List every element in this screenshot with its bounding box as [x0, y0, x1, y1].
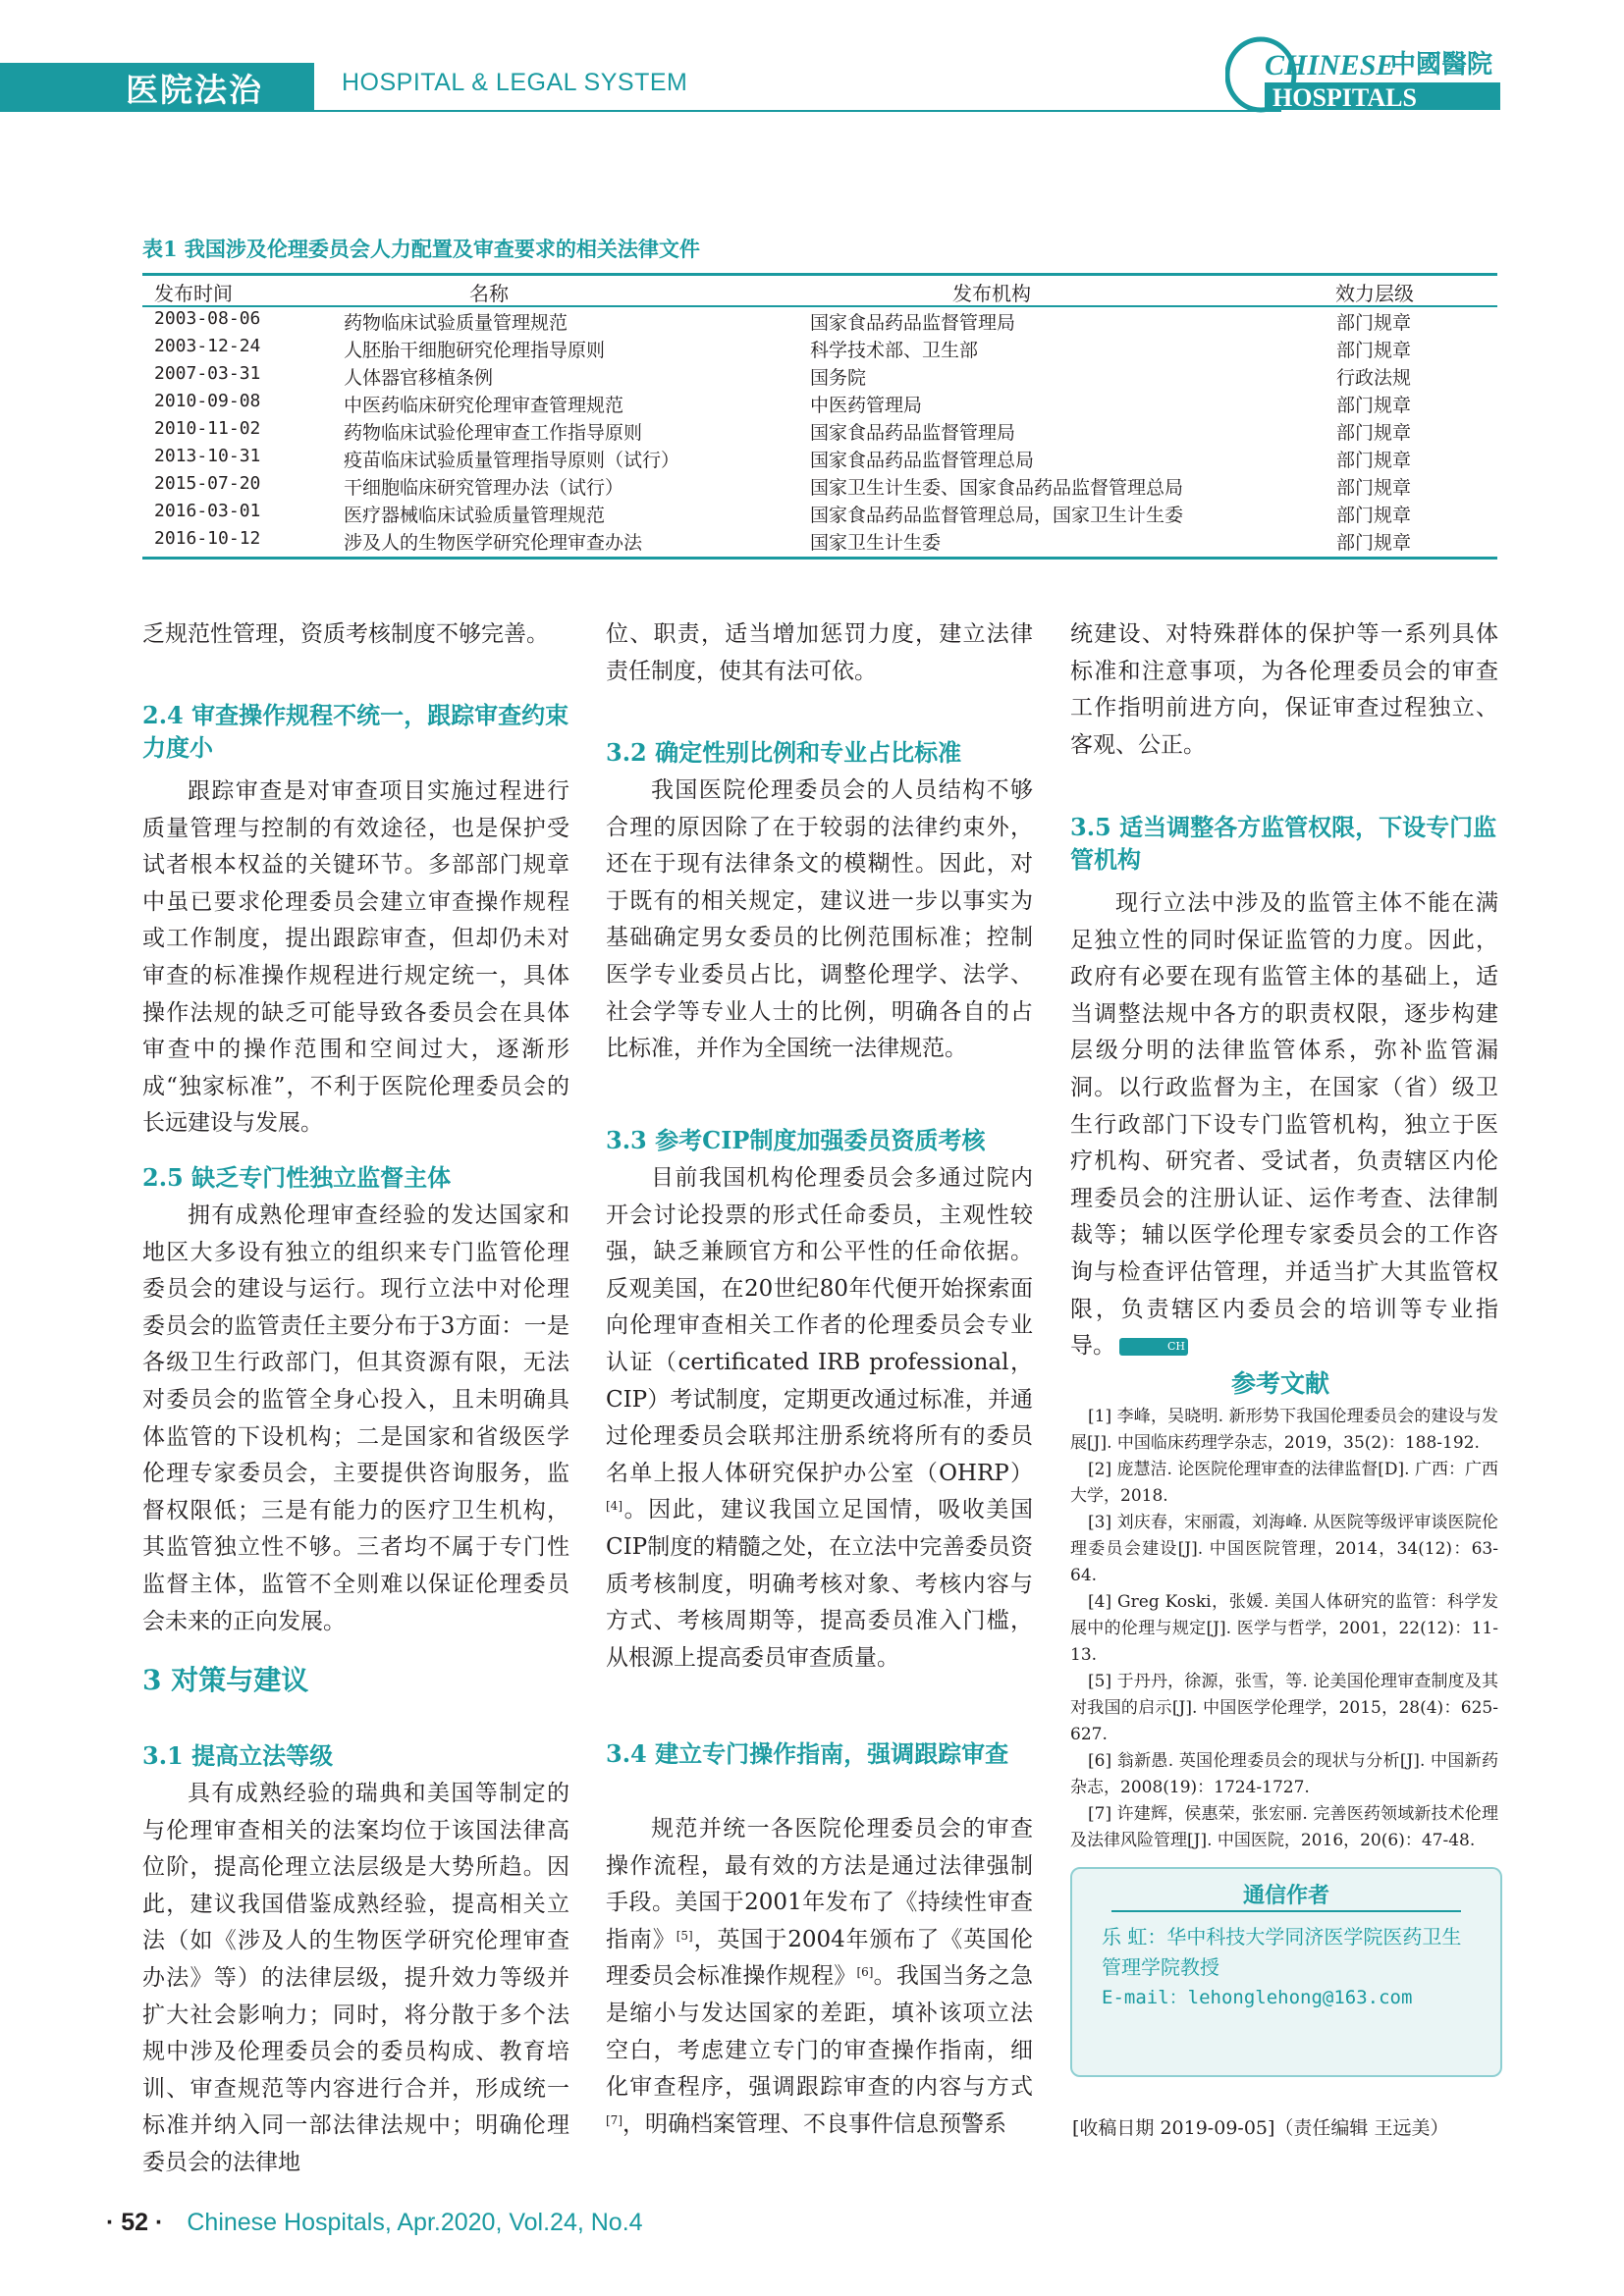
cell-name: 中医药临床研究伦理审查管理规范 [344, 395, 624, 416]
cell-date: 2007-03-31 [154, 363, 261, 384]
table-title: 表1 我国涉及伦理委员会人力配置及审查要求的相关法律文件 [142, 237, 700, 261]
col3-continuation: 统建设、对特殊群体的保护等一系列具体标准和注意事项，为各伦理委员会的审查工作指明前进方向，保证审查过程独立、客观、公正。 [1070, 621, 1498, 758]
table-row [142, 308, 1497, 336]
references-title: 参考文献 [1231, 1369, 1330, 1398]
journal-citation: Chinese Hospitals, Apr.2020, Vol.24, No.4 [187, 2209, 643, 2236]
logo-hospitals: HOSPITALS [1272, 83, 1417, 112]
cell-name: 人胚胎干细胞研究伦理指导原则 [344, 340, 606, 361]
table-row [142, 501, 1497, 528]
reference-item: [7] 许建辉，侯惠荣，张宏丽. 完善医药领域新技术伦理及法律风险管理[J]. 中国医院，2016，20(6)：47-48. [1070, 1804, 1498, 1850]
cell-level: 部门规章 [1336, 505, 1412, 526]
table-row [142, 473, 1497, 501]
reference-item: [2] 庞慧洁. 论医院伦理审查的法律监督[D]. 广西：广西大学，2018. [1070, 1460, 1498, 1506]
table-row [142, 391, 1497, 418]
cell-level: 部门规章 [1336, 312, 1412, 334]
table-row [142, 528, 1497, 556]
cell-date: 2016-03-01 [154, 501, 261, 521]
cell-date: 2003-08-06 [154, 308, 261, 329]
heading-2-5: 2.5 缺乏专门性独立监督主体 [142, 1163, 452, 1192]
journal-logo [1225, 35, 1520, 114]
cell-date: 2013-10-31 [154, 446, 261, 466]
para-3-4: 规范并统一各医院伦理委员会的审查操作流程，最有效的方法是通过法律强制手段。美国于2001年发布了《持续性审查指南》[5]，英国于2004年颁布了《英国伦理委员会标准操作规程》[6]。我国当务之急是缩小与发达国家的差距，填补该项立法空白，考虑建立专门的审查操作指南，细化审查程序，强调跟踪审查的内容与方式[7]，明确档案管理、不良事件信息预警系 [606, 1816, 1034, 2137]
reference-item: [4] Greg Koski，张媛. 美国人体研究的监管：科学发展中的伦理与规定[J]. 医学与哲学，2001，22(12)：11-13. [1070, 1592, 1498, 1665]
reference-item: [5] 于丹丹，徐源，张雪，等. 论美国伦理审查制度及其对我国的启示[J]. 中国医学伦理学，2015，28(4)：625-627. [1070, 1672, 1498, 1744]
citation: [4] [606, 1499, 623, 1514]
correspondence-title: 通信作者 [1242, 1883, 1329, 1908]
cell-level: 部门规章 [1336, 395, 1412, 416]
cell-issuer: 国家食品药品监督管理总局 [810, 450, 1035, 471]
correspondence-email: E-mail：lehonglehong@163.com [1102, 1987, 1413, 2008]
correspondence-body [1102, 1922, 1480, 2013]
para-2-5: 拥有成熟伦理审查经验的发达国家和地区大多设有独立的组织来专门监管伦理委员会的建设与运行。现行立法中对伦理委员会的监管责任主要分布于3方面：一是各级卫生行政部门，但其资源有限，无法对委员会的监管全身心投入，且未明确具体监管的下设机构；二是国家和省级医学伦理专家委员会，主要提供咨询服务，监督权限低；三是有能力的医疗卫生机构，其监管独立性不够。三者均不属于专门性监督主体，监管不全则难以保证伦理委员会未来的正向发展。 [142, 1202, 569, 1634]
para-3-2: 我国医院伦理委员会的人员结构不够合理的原因除了在于较弱的法律约束外，还在于现有法律条文的模糊性。因此，对于既有的相关规定，建议进一步以事实为基础确定男女委员的比例范围标准；控制医学专业委员占比，调整伦理学、法学、社会学等专业人士的比例，明确各自的占比标准，并作为全国统一法律规范。 [606, 777, 1033, 1062]
correspondence-author: 乐 虹：华中科技大学同济医学院医药卫生管理学院教授 [1102, 1925, 1462, 1979]
table-header-issuer: 发布机构 [952, 282, 1031, 305]
cell-name: 疫苗临床试验质量管理指导原则（试行） [344, 450, 680, 471]
citation: [6] [856, 1965, 874, 1980]
cell-date: 2003-12-24 [154, 336, 261, 356]
reference-item: [1] 李峰，吴晓明. 新形势下我国伦理委员会的建设与发展[J]. 中国临床药理学杂志，2019，35(2)：188-192. [1070, 1407, 1498, 1453]
section-title-en: HOSPITAL & LEGAL SYSTEM [342, 69, 688, 96]
cell-name: 药物临床试验质量管理规范 [344, 312, 568, 334]
table-bottom-rule [142, 557, 1497, 560]
cell-issuer: 国家食品药品监督管理总局，国家卫生计生委 [810, 505, 1184, 526]
cell-level: 部门规章 [1336, 450, 1412, 471]
table-header-date: 发布时间 [154, 282, 233, 305]
table-header-name: 名称 [469, 282, 509, 305]
col2-continuation: 位、职责，适当增加惩罚力度，建立法律责任制度，使其有法可依。 [606, 621, 1033, 684]
section-title-cn: 医院法治 [126, 71, 263, 109]
logo-cn: 中國醫院 [1390, 50, 1493, 80]
table-row [142, 363, 1497, 391]
cell-issuer: 中医药管理局 [810, 395, 923, 416]
para-3-1: 具有成熟经验的瑞典和美国等制定的与伦理审查相关的法案均位于该国法律高位阶，提高伦理立法层级是大势所趋。因此，建议我国借鉴成熟经验，提高相关立法（如《涉及人的生物医学研究伦理审查办法》等）的法律层级，提升效力等级并扩大社会影响力；同时，将分散于多个法规中涉及伦理委员会的委员构成、教育培训、审查规范等内容进行合并，形成统一标准并纳入同一部法律法规中；明确伦理委员会的法律地 [142, 1781, 569, 2175]
heading-3-1: 3.1 提高立法等级 [142, 1741, 334, 1770]
cell-level: 行政法规 [1336, 367, 1412, 389]
cell-level: 部门规章 [1336, 340, 1412, 361]
correspondence-rule [1111, 1910, 1461, 1912]
header-rule [314, 110, 1281, 112]
cell-issuer: 国家食品药品监督管理局 [810, 312, 1016, 334]
cell-name: 医疗器械临床试验质量管理规范 [344, 505, 606, 526]
cell-name: 人体器官移植条例 [344, 367, 494, 389]
cell-issuer: 国家卫生计生委、国家食品药品监督管理总局 [810, 477, 1184, 499]
table-row [142, 336, 1497, 363]
cell-date: 2010-11-02 [154, 418, 261, 439]
reference-item: [3] 刘庆春，宋丽霞，刘海峰. 从医院等级评审谈医院伦理委员会建设[J]. 中国医院管理，2014，34(12)：63-64. [1070, 1513, 1498, 1585]
table-row [142, 418, 1497, 446]
cell-name: 药物临床试验伦理审查工作指导原则 [344, 422, 643, 444]
para-2-4: 跟踪审查是对审查项目实施过程进行质量管理与控制的有效途径，也是保护受试者根本权益的关键环节。多部部门规章中虽已要求伦理委员会建立审查操作规程或工作制度，提出跟踪审查，但却仍未对审查的标准操作规程进行规定统一，具体操作法规的缺乏可能导致各委员会在具体审查中的操作范围和空间过大，逐渐形成“独家标准”，不利于医院伦理委员会的长远建设与发展。 [142, 778, 569, 1137]
cell-issuer: 国家卫生计生委 [810, 532, 942, 554]
cell-date: 2015-07-20 [154, 473, 261, 494]
correspondence-box [1070, 1867, 1502, 2077]
heading-3: 3 对策与建议 [142, 1664, 309, 1696]
para-3-5: 现行立法中涉及的监管主体不能在满足独立性的同时保证监管的力度。因此，政府有必要在现有监管主体的基础上，适当调整法规中各方的职责权限，逐步构建层级分明的法律监管体系，弥补监管漏洞。以行政监督为主，在国家（省）级卫生行政部门下设专门监管机构，独立于医疗机构、研究者、受试者，负责辖区内伦理委员会的注册认证、运作考查、法律制裁等；辅以医学伦理专家委员会的工作咨询与检查评估管理，并适当扩大其监管权限，负责辖区内委员会的培训等专业指导。 CH [1070, 890, 1498, 1360]
references-list [1070, 1404, 1498, 1854]
page-footer [106, 2209, 643, 2237]
table-header-level: 效力层级 [1335, 282, 1414, 305]
heading-3-4: 3.4 建立专门操作指南，强调跟踪审查 [606, 1739, 1009, 1768]
logo-chinese: CHINESE [1265, 49, 1396, 81]
cell-issuer: 国务院 [810, 367, 867, 389]
para-3-3: 目前我国机构伦理委员会多通过院内开会讨论投票的形式任命委员，主观性较强，缺乏兼顾官方和公平性的任命依据。反观美国，在20世纪80年代便开始探索面向伦理审查相关工作者的伦理委员会专业认证（certificated IRB professional，CIP）考试制度，定期更改通过标准，并通过伦理委员会联邦注册系统将所有的委员名单上报人体研究保护办公室（OHRP）[4]。因此，建议我国立足国情，吸收美国CIP制度的精髓之处，在立法中完善委员资质考核制度，明确考核对象、考核内容与方式、考核周期等，提高委员准入门槛，从根源上提高委员审查质量。 [606, 1165, 1033, 1671]
received-date: [收稿日期 2019-09-05]（责任编辑 王远美） [1072, 2117, 1449, 2139]
end-mark: CH [1119, 1338, 1188, 1356]
cell-level: 部门规章 [1336, 422, 1412, 444]
col1-continuation: 乏规范性管理，资质考核制度不够完善。 [142, 621, 549, 647]
cell-name: 涉及人的生物医学研究伦理审查办法 [344, 532, 643, 554]
cell-issuer: 国家食品药品监督管理局 [810, 422, 1016, 444]
citation: [5] [676, 1928, 693, 1943]
cell-date: 2010-09-08 [154, 391, 261, 411]
cell-name: 干细胞临床研究管理办法（试行） [344, 477, 624, 499]
cell-level: 部门规章 [1336, 532, 1412, 554]
table-top-rule [142, 273, 1497, 276]
cell-date: 2016-10-12 [154, 528, 261, 549]
reference-item: [6] 翁新愚. 英国伦理委员会的现状与分析[J]. 中国新药杂志，2008(19)：1724-1727. [1070, 1751, 1498, 1797]
heading-2-4: 2.4 审查操作规程不统一，跟踪审查约束力度小 [142, 701, 569, 762]
heading-3-3: 3.3 参考CIP制度加强委员资质考核 [606, 1126, 986, 1154]
citation: [7] [606, 2112, 623, 2127]
cell-issuer: 科学技术部、卫生部 [810, 340, 979, 361]
table-header-rule [142, 305, 1497, 307]
page-number: · 52 · [106, 2209, 164, 2236]
cell-level: 部门规章 [1336, 477, 1412, 499]
heading-3-2: 3.2 确定性别比例和专业占比标准 [606, 738, 962, 767]
table-row [142, 446, 1497, 473]
heading-3-5: 3.5 适当调整各方监管权限，下设专门监管机构 [1070, 813, 1497, 874]
